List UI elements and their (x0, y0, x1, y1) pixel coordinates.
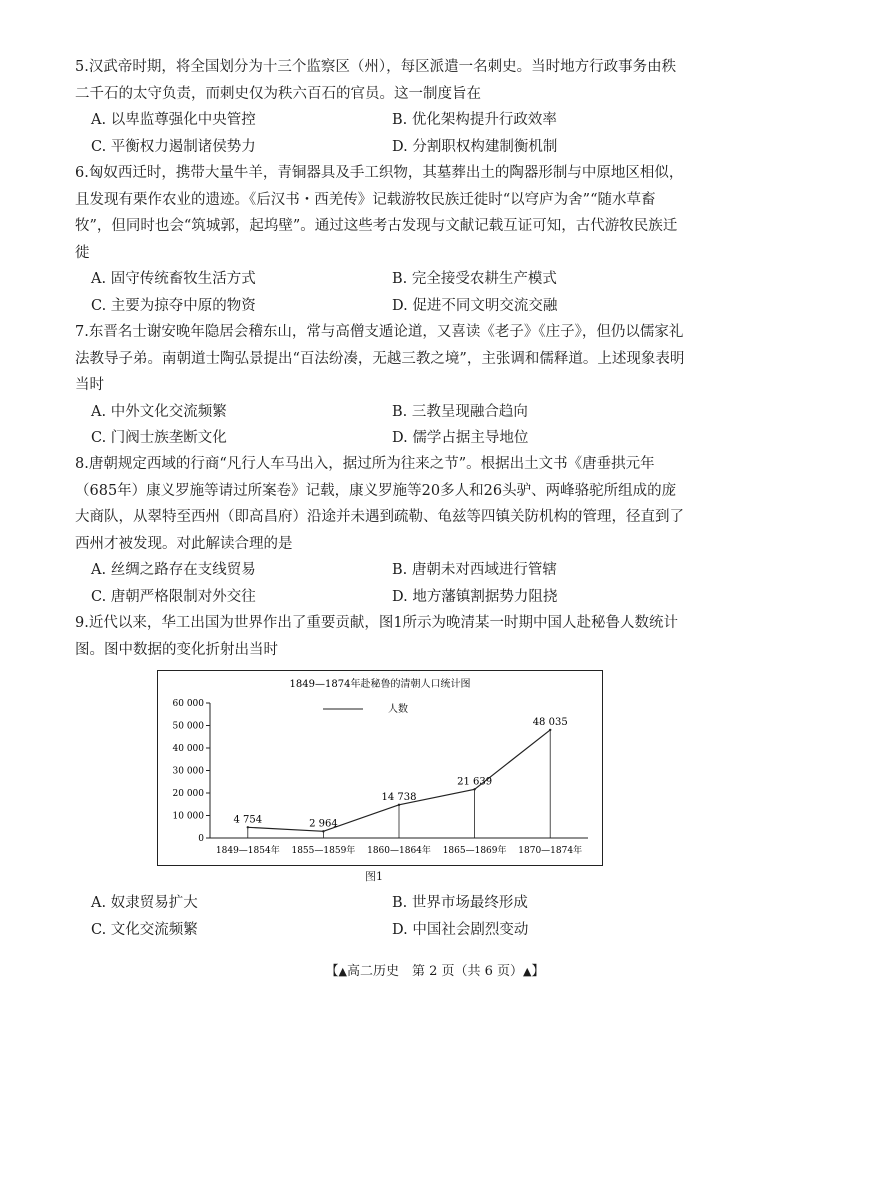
question-5-stem: 5.汉武帝时期，将全国划分为十三个监察区（州），每区派遣一名刺史。当时地方行政事务由秩二千石的太守负责，而刺史仅为秩六百石的官员。这一制度旨在 (75, 59, 677, 102)
option-d[interactable]: D. 儒学占据主导地位 (392, 430, 529, 446)
option-a[interactable]: A. 以卑监尊强化中央管控 (91, 112, 256, 128)
data-label: 4 754 (233, 814, 263, 826)
chart-title: 1849—1874年赴秘鲁的清朝人口统计图 (289, 679, 471, 690)
option-d[interactable]: D. 地方藩镇割据势力阻挠 (392, 588, 558, 605)
y-tick-label: 50 000 (172, 721, 204, 732)
data-label: 14 738 (381, 791, 417, 803)
triangle-icon: ▲ (338, 965, 347, 978)
x-tick-label: 1870—1874年 (518, 846, 583, 856)
option-b[interactable]: B. 世界市场最终形成 (392, 895, 528, 911)
option-a[interactable]: A. 中外文化交流频繁 (91, 403, 227, 420)
data-point (549, 729, 551, 731)
data-label: 21 639 (457, 776, 493, 788)
y-tick-label: 30 000 (172, 766, 204, 777)
question-7 (75, 319, 690, 452)
question-8 (75, 451, 690, 610)
option-c[interactable]: C. 平衡权力遏制诸侯势力 (91, 138, 256, 155)
option-d[interactable]: D. 中国社会剧烈变动 (392, 921, 529, 938)
question-6 (75, 160, 690, 319)
x-tick-label: 1865—1869年 (442, 846, 507, 856)
y-tick-label: 0 (198, 834, 204, 844)
question-6-stem: 6.匈奴西迁时，携带大量牛羊，青铜器具及手工织物，其墓葬出土的陶器形制与中原地区相似，且发现有栗作农业的遗迹。《后汉书・西羌传》记载游牧民族迁徙时“以穹庐为舍”“随水草畜牧”，但同时也会“筑城郭，起坞壁”。通过这些考古发现与文献记载互证可知，古代游牧民族迁徙 (75, 165, 684, 261)
population-chart (157, 670, 603, 866)
data-point (322, 830, 324, 832)
option-b[interactable]: B. 唐朝未对西域进行管辖 (392, 562, 557, 578)
footer-close-bracket: 】 (531, 964, 545, 979)
option-a[interactable]: A. 固守传统畜牧生活方式 (91, 271, 256, 287)
option-c[interactable]: C. 主要为掠夺中原的物资 (91, 297, 256, 314)
option-b[interactable]: B. 三教呈现融合趋向 (392, 403, 528, 420)
option-c[interactable]: C. 唐朝严格限制对外交往 (91, 588, 256, 605)
option-c[interactable]: C. 文化交流频繁 (91, 921, 198, 938)
question-9-options-block (75, 890, 690, 943)
option-a[interactable]: A. 奴隶贸易扩大 (91, 895, 198, 911)
data-label: 2 964 (309, 818, 338, 830)
data-point (398, 804, 400, 806)
triangle-icon: ▲ (523, 965, 532, 978)
question-6-options (75, 266, 690, 319)
y-tick-label: 20 000 (172, 789, 204, 799)
legend-label: 人数 (388, 704, 408, 715)
question-5-options (75, 107, 690, 160)
x-tick-label: 1860—1864年 (367, 846, 431, 856)
footer-text: 高二历史 第 2 页（共 6 页） (346, 964, 524, 979)
data-label: 48 035 (532, 716, 568, 728)
y-tick-label: 60 000 (172, 699, 204, 709)
y-tick-label: 40 000 (172, 744, 204, 754)
question-8-options (75, 557, 690, 610)
footer-open-bracket: 【 (325, 964, 339, 979)
question-7-options (75, 399, 690, 452)
question-7-stem: 7.东晋名士谢安晚年隐居会稽东山，常与高僧支遁论道，又喜读《老子》《庄子》，但仍以儒家礼法教导子弟。南朝道士陶弘景提出“百法纷凑，无越三教之境”，主张调和儒释道。上述现象表明当时 (75, 324, 685, 393)
question-9-options (75, 890, 690, 943)
question-5 (75, 54, 690, 160)
question-8-stem: 8.唐朝规定西域的行商“凡行人车马出入，据过所为往来之节”。根据出土文书《唐垂拱元年（685年）康义罗施等请过所案卷》记载，康义罗施等20多人和26头驴、两峰骆驼所组成的庞大商队，从翠特至西州（即高昌府）沿途并未遇到疏勒、龟兹等四镇关防机构的管理，径直到了西州才被发现。对此解读合理的是 (75, 456, 684, 552)
option-b[interactable]: B. 优化架构提升行政效率 (392, 112, 557, 128)
question-9-stem: 9.近代以来，华工出国为世界作出了重要贡献，图1所示为晚清某一时期中国人赴秘鲁人数统计图。图中数据的变化折射出当时 (75, 615, 679, 658)
x-tick-label: 1855—1859年 (291, 846, 356, 856)
x-tick-label: 1849—1854年 (215, 846, 280, 856)
y-tick-label: 10 000 (172, 811, 204, 822)
page-footer (0, 960, 870, 979)
figure-caption: 图1 (365, 870, 383, 883)
data-point (247, 826, 249, 828)
option-c[interactable]: C. 门阀士族垄断文化 (91, 430, 227, 446)
question-9 (75, 610, 690, 663)
option-b[interactable]: B. 完全接受农耕生产模式 (392, 271, 557, 287)
data-point (473, 788, 475, 790)
option-d[interactable]: D. 分割职权构建制衡机制 (392, 138, 558, 155)
option-a[interactable]: A. 丝绸之路存在支线贸易 (91, 562, 256, 578)
option-d[interactable]: D. 促进不同文明交流交融 (392, 297, 558, 314)
chart-svg (158, 671, 602, 865)
